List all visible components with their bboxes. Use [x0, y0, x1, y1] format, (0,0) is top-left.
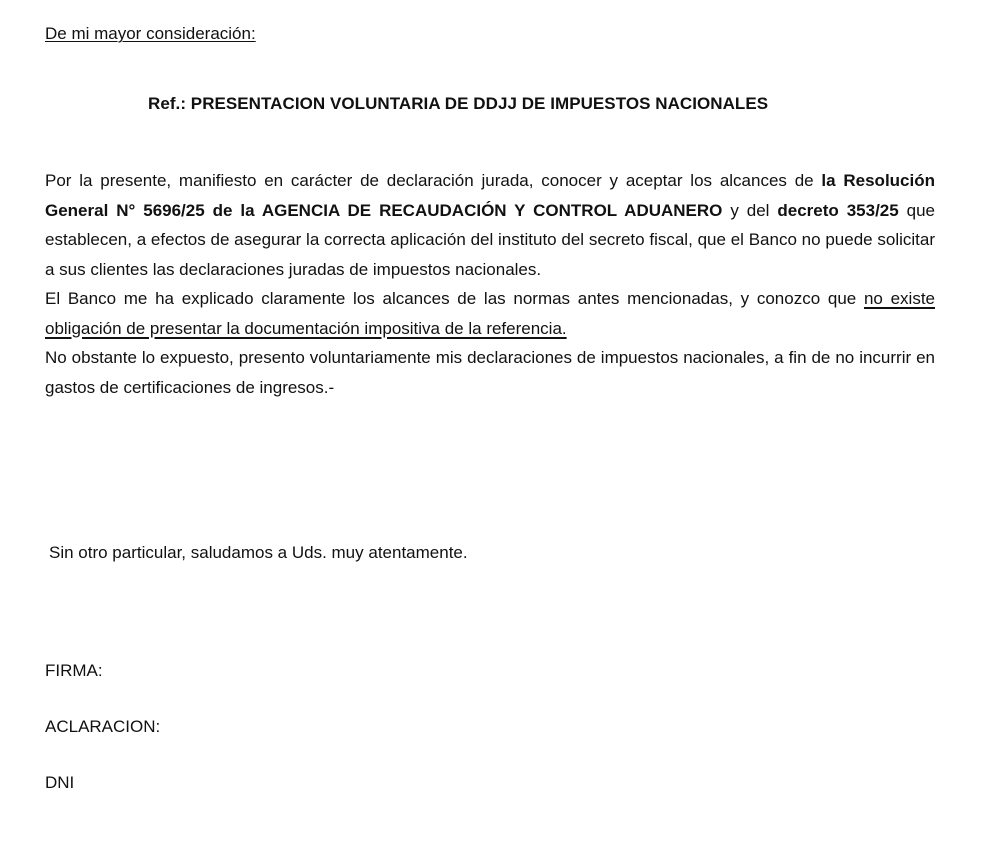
resolution-reference: la Resolución General N° 5696/25 de la AGENCIA DE RECAUDACIÓN Y CONTROL ADUANERO: [45, 171, 935, 220]
clarification-label: ACLARACION:: [45, 717, 161, 736]
signature-label: FIRMA:: [45, 661, 103, 680]
greeting-text: De mi mayor consideración:: [45, 24, 256, 43]
paragraph-text: que establecen, a efectos de asegurar la correcta aplicación del instituto del secreto fiscal, que el Banco no puede solicitar a sus clientes las declaraciones juradas de impuestos nacionales.: [45, 200, 936, 279]
reference-heading: Ref.: PRESENTACION VOLUNTARIA DE DDJJ DE IMPUESTOS NACIONALES: [148, 94, 769, 113]
decree-reference: decreto 353/25: [777, 200, 899, 220]
no-obligation-statement: no existe obligación de presentar la documentación impositiva de la referencia.: [45, 289, 936, 338]
closing-text: Sin otro particular, saludamos a Uds. muy atentamente.: [49, 543, 468, 562]
paragraph-explanation: [45, 284, 935, 343]
paragraph-text: El Banco me ha explicado claramente los alcances de las normas antes mencionadas, y conozco que: [45, 289, 864, 308]
paragraph-text: y del: [722, 200, 778, 220]
paragraph-declaration: [45, 166, 935, 284]
paragraph-text: Por la presente, manifiesto en carácter de declaración jurada, conocer y aceptar los alcances de: [45, 171, 822, 190]
dni-label: DNI: [45, 773, 75, 792]
document-body: [45, 166, 935, 402]
paragraph-voluntary: No obstante lo expuesto, presento voluntariamente mis declaraciones de impuestos nacionales, a fin de no incurrir en gastos de certificaciones de ingresos.-: [45, 348, 935, 397]
